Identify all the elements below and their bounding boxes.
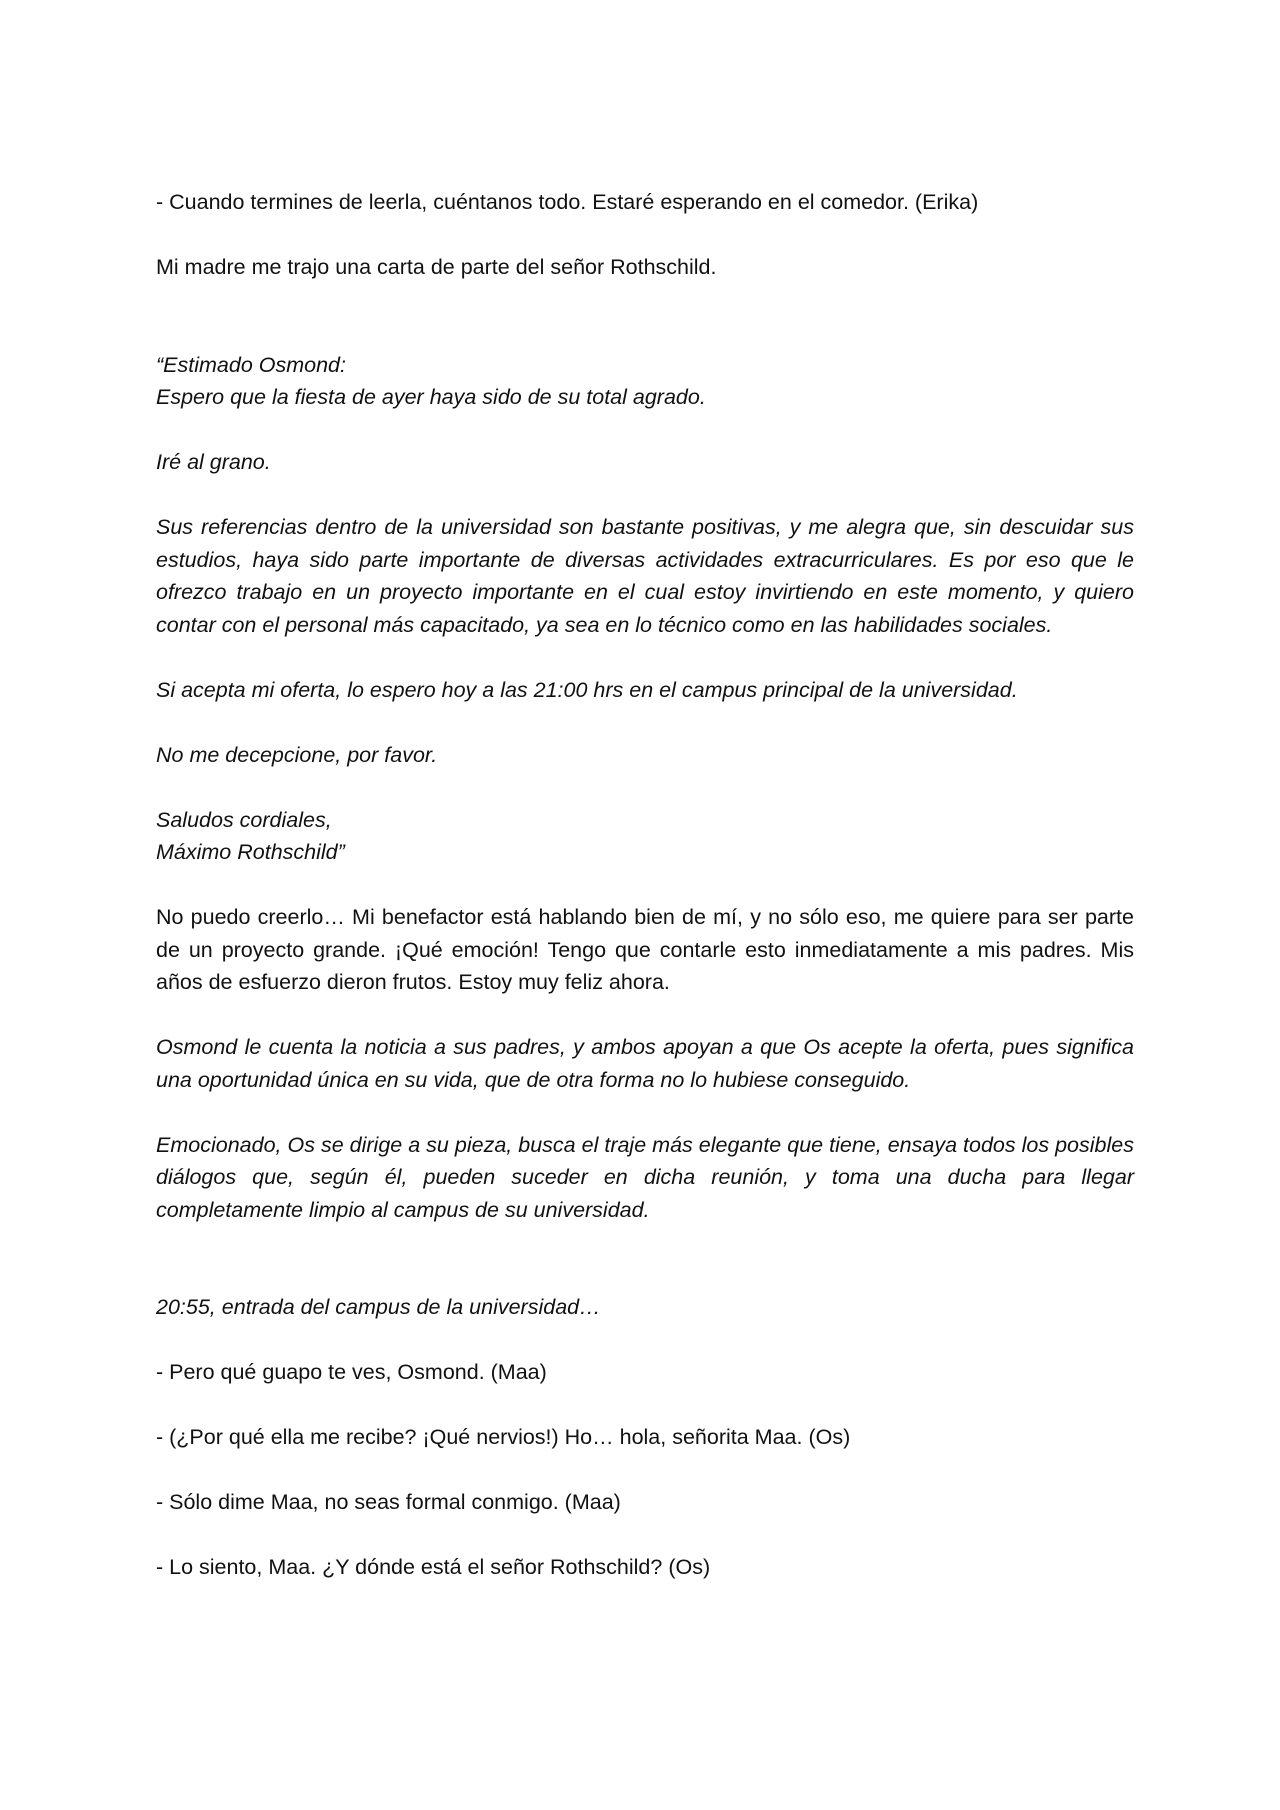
narration-paragraph: Mi madre me trajo una carta de parte del señor Rothschild. xyxy=(156,255,717,279)
narration-paragraph: Emocionado, Os se dirige a su pieza, busca el traje más elegante que tiene, ensaya todos los posibles diálogos que, según él, pueden suceder en dicha reunión, y toma una ducha para llegar completamente limpio al campus de su universidad. xyxy=(156,1132,1134,1222)
spacer xyxy=(156,414,1134,447)
letter-signature: Máximo Rothschild” xyxy=(156,840,345,864)
dialogue-line: - Cuando termines de leerla, cuéntanos todo. Estaré esperando en el comedor. (Erika) xyxy=(156,190,979,214)
letter-salutation xyxy=(156,349,1134,414)
dialogue-line: - Sólo dime Maa, no seas formal conmigo. (Maa) xyxy=(156,1490,621,1514)
letter-paragraph: Sus referencias dentro de la universidad son bastante positivas, y me alegra que, sin descuidar sus estudios, haya sido parte importante de diversas actividades extracurriculares. Es por eso que le ofrezco trabajo en un proyecto importante en el cual estoy invirtiendo en este momento, y quiero contar con el personal más capacitado, ya sea en lo técnico como en las habilidades sociales. xyxy=(156,515,1134,637)
letter-greeting: “Estimado Osmond: xyxy=(156,352,346,377)
dialogue-line: - Lo siento, Maa. ¿Y dónde está el señor Rothschild? (Os) xyxy=(156,1555,711,1579)
letter-closing xyxy=(156,804,1134,869)
dialogue-line: - (¿Por qué ella me recibe? ¡Qué nervios!) Ho… hola, señorita Maa. (Os) xyxy=(156,1425,851,1449)
letter-farewell: Saludos cordiales, xyxy=(156,807,332,832)
narration-paragraph: No puedo creerlo… Mi benefactor está hablando bien de mí, y no sólo eso, me quiere para ser parte de un proyecto grande. ¡Qué emoción! Tengo que contarle esto inmediatamente a mis padres. Mis años de esfuerzo dieron frutos. Estoy muy feliz ahora. xyxy=(156,905,1134,994)
letter-paragraph: Si acepta mi oferta, lo espero hoy a las 21:00 hrs en el campus principal de la universidad. xyxy=(156,677,1018,702)
scene-heading: 20:55, entrada del campus de la universidad… xyxy=(156,1295,601,1319)
letter-paragraph: No me decepcione, por favor. xyxy=(156,742,438,767)
dialogue-line: - Pero qué guapo te ves, Osmond. (Maa) xyxy=(156,1360,547,1384)
letter-opening: Espero que la fiesta de ayer haya sido de su total agrado. xyxy=(156,385,706,409)
narration-paragraph: Osmond le cuenta la noticia a sus padres, y ambos apoyan a que Os acepte la oferta, pues significa una oportunidad única en su vida, que de otra forma no lo hubiese conseguido. xyxy=(156,1035,1134,1092)
document-body xyxy=(156,186,1134,1616)
letter-paragraph: Iré al grano. xyxy=(156,450,271,474)
